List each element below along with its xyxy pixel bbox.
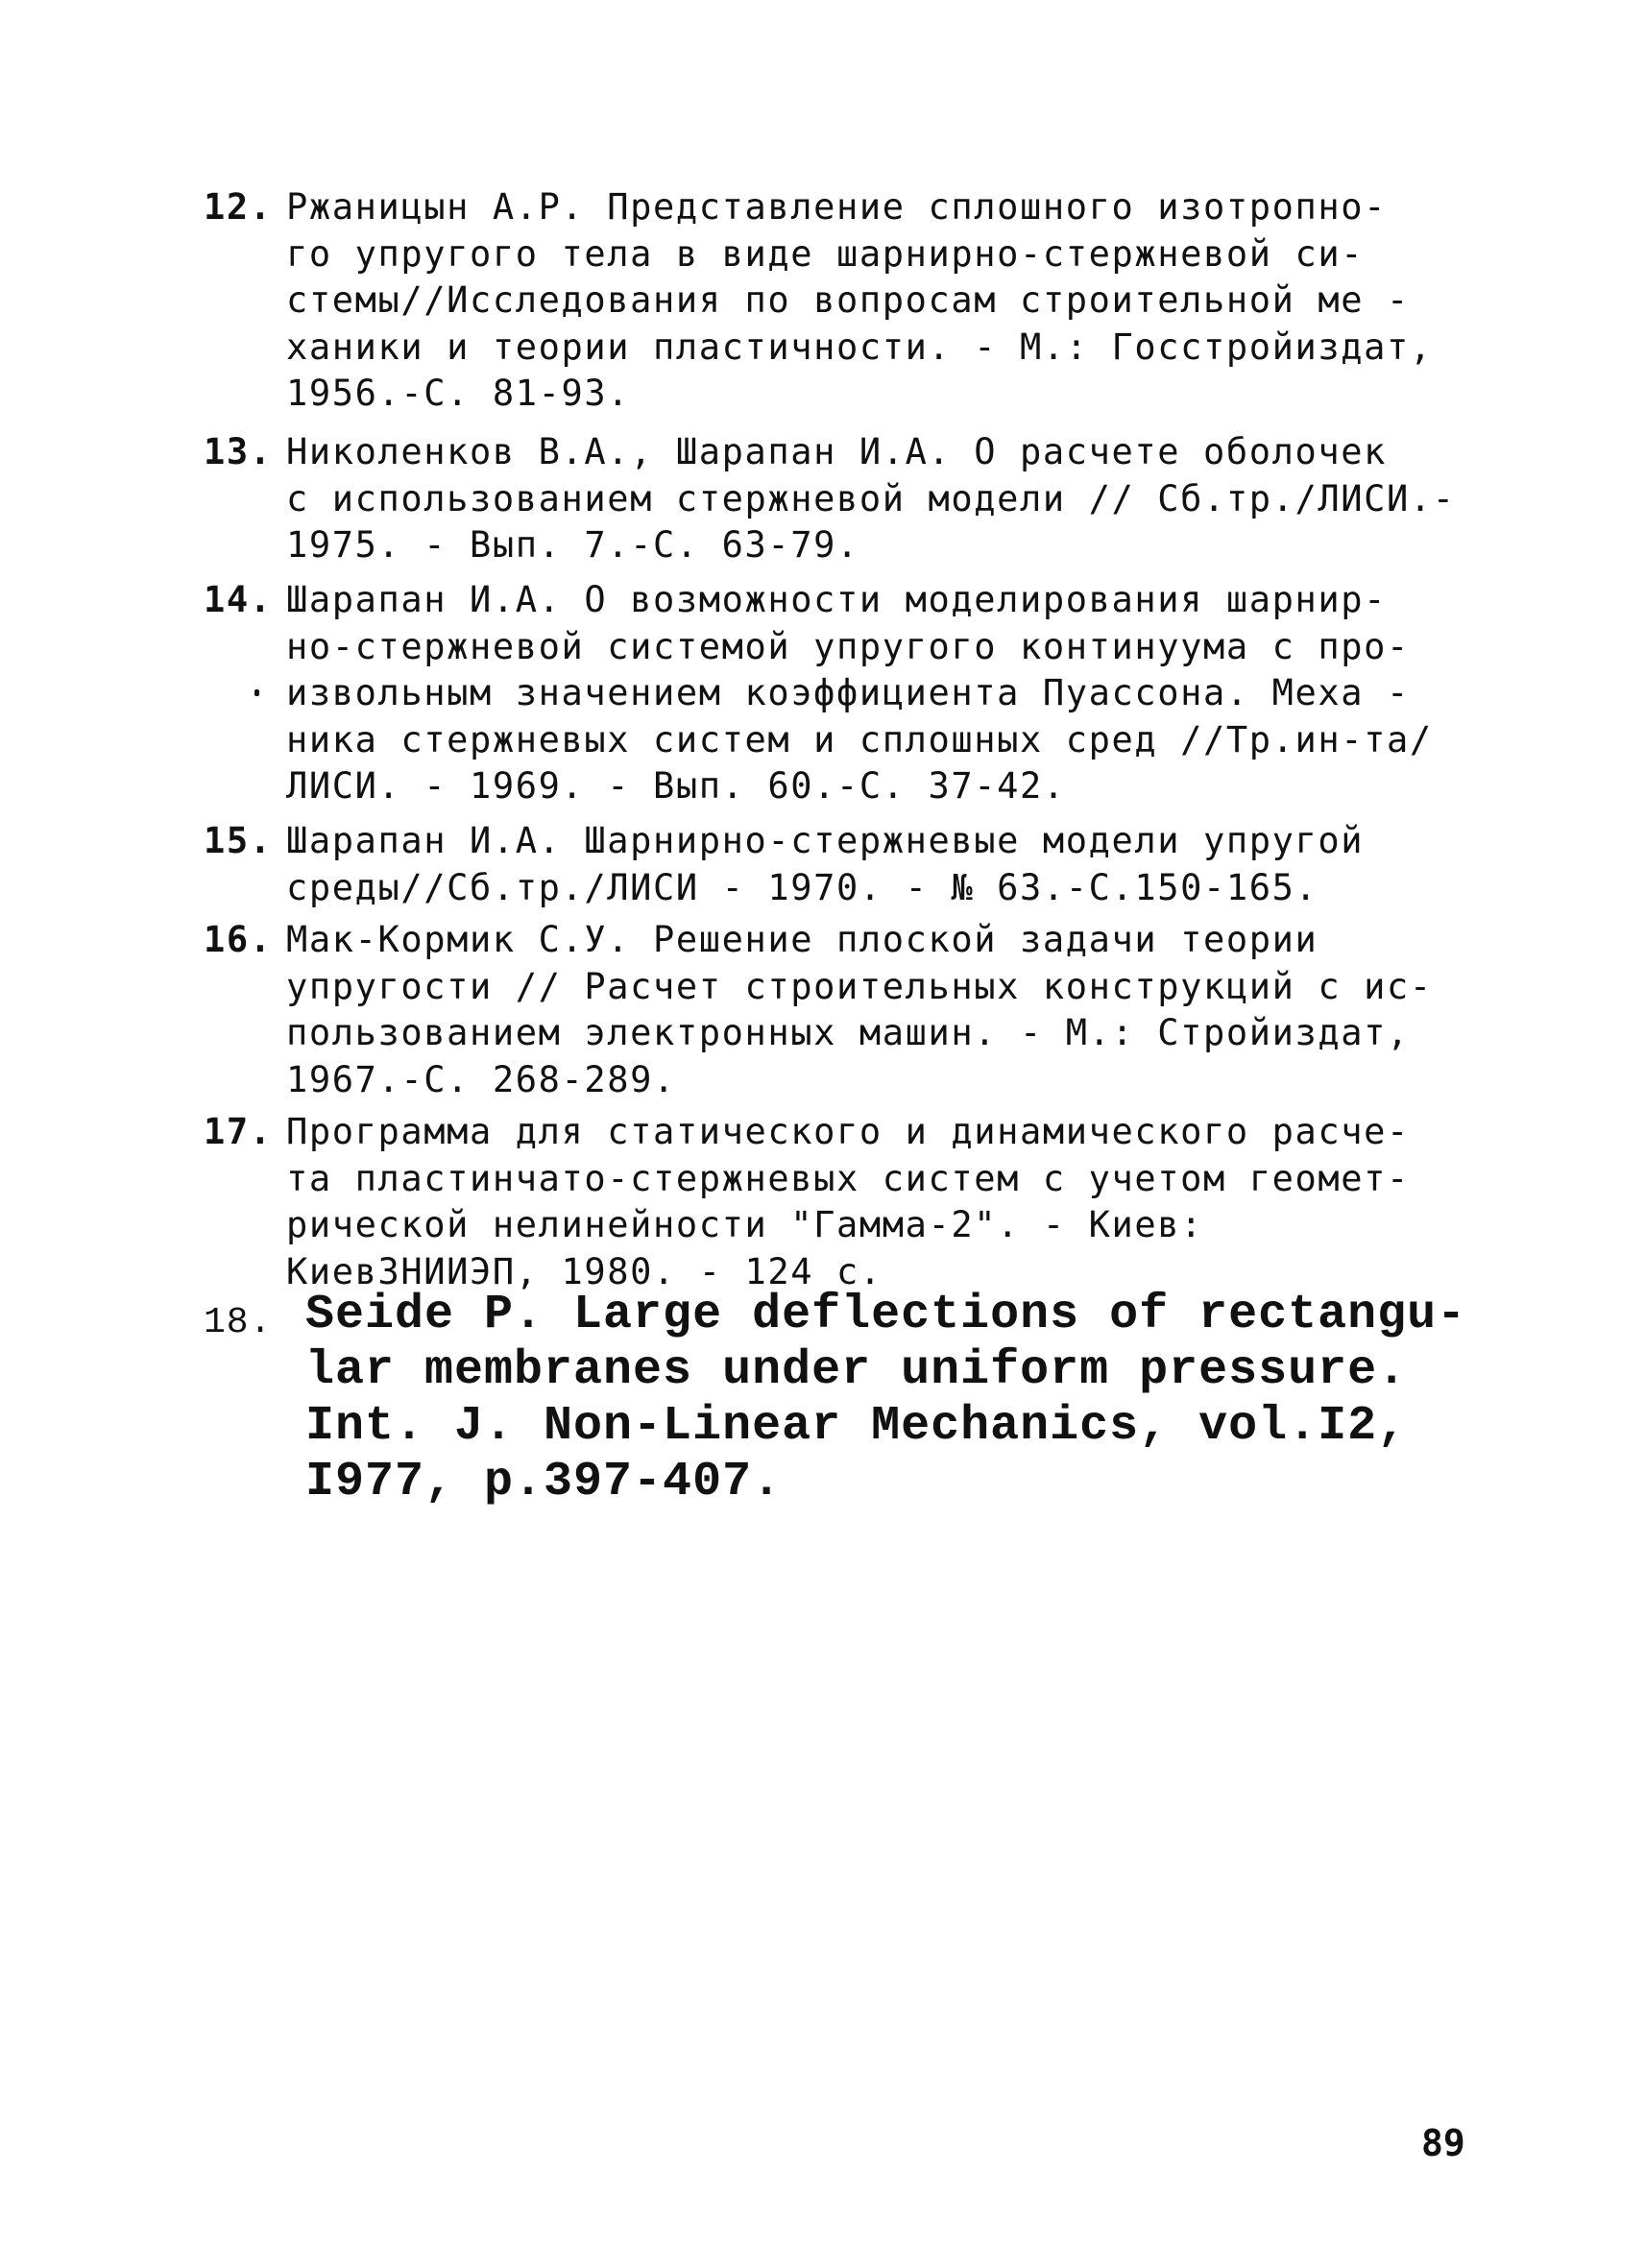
reference-line: Шарапан И.А. Шарнирно-стержневые модели упругой: [286, 820, 1365, 861]
reference-line: извольным значением коэффициента Пуассона. Меха -: [286, 672, 1410, 713]
reference-line: Программа для статического и динамического расче-: [286, 1111, 1410, 1152]
reference-number: 18.: [204, 1302, 273, 1343]
reference-line: с использованием стержневой модели // Сб.тр./ЛИСИ.-: [286, 477, 1456, 519]
reference-line: 1956.-С. 81-93.: [286, 373, 631, 414]
reference-line: 1967.-С. 268-289.: [286, 1058, 676, 1100]
reference-17: [204, 1109, 1490, 1295]
reference-line: I977, p.397-407.: [305, 1455, 783, 1509]
reference-number: 14.: [204, 579, 273, 620]
reference-13: [204, 429, 1490, 569]
reference-number: 16.: [204, 919, 273, 960]
reference-line: ЛИСИ. - 1969. - Вып. 60.-С. 37-42.: [286, 765, 1066, 807]
reference-line: та пластинчато-стержневых систем с учетом геомет-: [286, 1157, 1410, 1199]
reference-line: рической нелинейности "Гамма-2". - Киев:: [286, 1204, 1204, 1245]
reference-line: го упругого тела в виде шарнирно-стержневой си-: [286, 232, 1365, 275]
reference-14: [204, 577, 1490, 810]
reference-16: [204, 917, 1490, 1103]
reference-line: стемы//Исследования по вопросам строительной ме -: [286, 279, 1410, 321]
reference-line: Seide P. Large deflections of rectangu-: [305, 1288, 1467, 1342]
reference-line: КиевЗНИИЭП, 1980. - 124 с.: [286, 1250, 883, 1292]
reference-line: Мак-Кормик С.У. Решение плоской задачи теории: [286, 919, 1318, 960]
scan-speck: [254, 689, 259, 696]
reference-line: ханики и теории пластичности. - М.: Госстройиздат,: [286, 326, 1433, 368]
reference-line: среды//Сб.тр./ЛИСИ - 1970. - № 63.-С.150-165.: [286, 866, 1318, 908]
reference-18: [204, 1288, 1490, 1510]
reference-line: 1975. - Вып. 7.-С. 63-79.: [286, 524, 859, 566]
reference-number: 17.: [204, 1111, 273, 1152]
reference-line: lar membranes under uniform pressure.: [305, 1343, 1408, 1398]
reference-number: 15.: [204, 820, 273, 861]
reference-number: 13.: [204, 431, 273, 472]
reference-line: Николенков В.А., Шарапан И.А. О расчете оболочек: [286, 431, 1388, 472]
reference-line: Int. J. Non-Linear Mechanics, vol.I2,: [305, 1399, 1408, 1454]
reference-line: упругости // Расчет строительных конструкций с ис-: [286, 965, 1433, 1007]
reference-line: ника стержневых систем и сплошных сред //Тр.ин-та/: [286, 718, 1433, 760]
page-number: 89: [1421, 2122, 1465, 2164]
reference-15: [204, 818, 1490, 911]
reference-line: пользованием электронных машин. - М.: Стройиздат,: [286, 1012, 1410, 1053]
reference-line: Шарапан И.А. О возможности моделирования шарнир-: [286, 579, 1388, 620]
reference-line: но-стержневой системой упругого континуума с про-: [286, 625, 1410, 667]
reference-line: Ржаницын А.Р. Представление сплошного изотропно-: [286, 186, 1388, 228]
reference-12: [204, 184, 1490, 418]
reference-number: 12.: [204, 186, 273, 228]
